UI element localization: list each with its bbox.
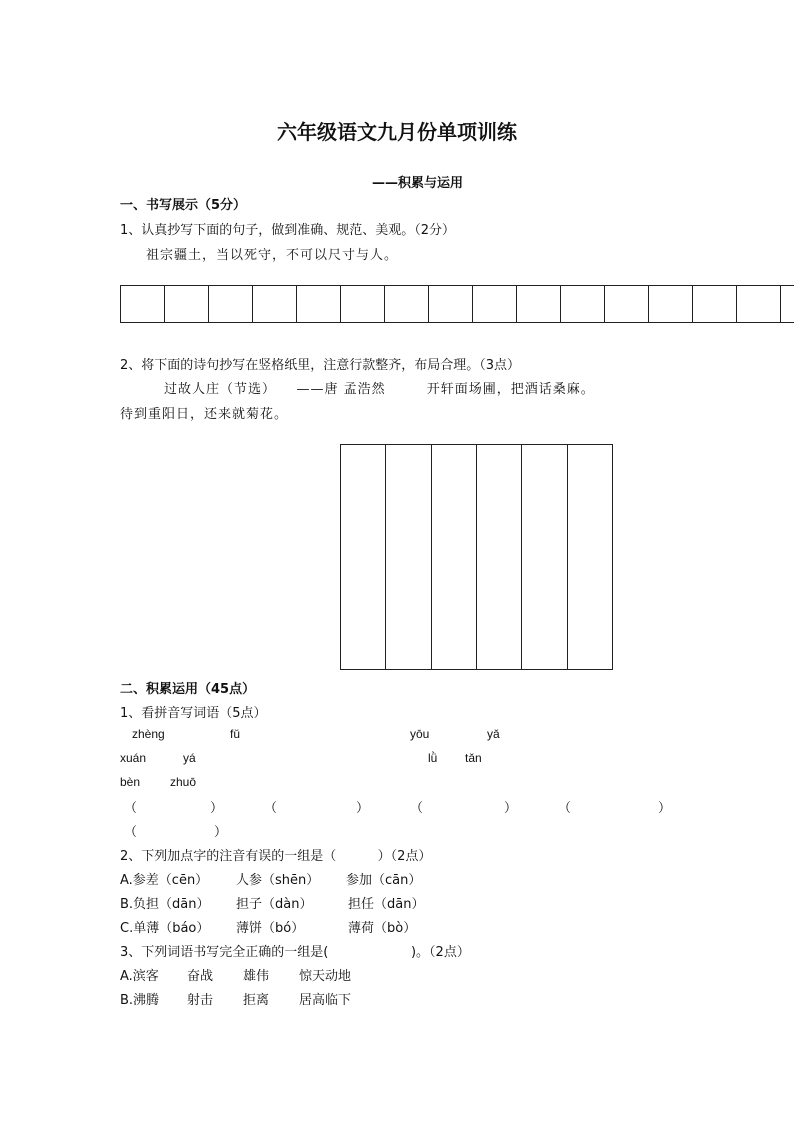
- answer-blank-open: （: [264, 801, 278, 816]
- grid-column[interactable]: [477, 445, 522, 669]
- option-b-2: 担子（dàn）: [236, 897, 313, 912]
- answer-blank-open: （: [558, 801, 572, 816]
- pinyin: yǎ: [487, 727, 500, 741]
- pinyin: yōu: [410, 727, 430, 741]
- option-a-3: 参加（cān）: [346, 873, 422, 888]
- pinyin: zhèng: [132, 727, 165, 741]
- grid-cell[interactable]: [165, 286, 209, 322]
- option-a-1: A.参差（cēn）: [120, 873, 209, 888]
- grid-column[interactable]: [568, 445, 612, 669]
- page-title: 六年级语文九月份单项训练: [277, 120, 517, 144]
- grid-cell[interactable]: [781, 286, 794, 322]
- section-1-heading: 一、书写展示（5分）: [120, 198, 247, 213]
- grid-cell[interactable]: [385, 286, 429, 322]
- option-a-2: 人参（shēn）: [236, 873, 320, 888]
- grid-cell[interactable]: [517, 286, 561, 322]
- option-b-word-1: B.沸腾: [120, 993, 160, 1008]
- option-c-2: 薄饼（bó）: [236, 921, 305, 936]
- copy-sentence: 祖宗疆土，当以死守，不可以尺寸与人。: [146, 248, 399, 263]
- grid-column[interactable]: [341, 445, 386, 669]
- grid-cell[interactable]: [605, 286, 649, 322]
- question-2-1: 1、看拼音写词语（5点）: [120, 706, 267, 721]
- grid-cell[interactable]: [561, 286, 605, 322]
- grid-cell[interactable]: [341, 286, 385, 322]
- answer-blank-open: （: [410, 801, 424, 816]
- pinyin: tǎn: [465, 751, 482, 765]
- pinyin: fǔ: [230, 727, 241, 741]
- option-a-word-2: 奋战: [187, 969, 214, 984]
- grid-column[interactable]: [386, 445, 431, 669]
- pinyin: bèn: [120, 775, 141, 789]
- option-b-1: B.负担（dān）: [120, 897, 210, 912]
- grid-cell[interactable]: [473, 286, 517, 322]
- pinyin: xuán: [120, 751, 147, 765]
- grid-cell[interactable]: [253, 286, 297, 322]
- option-b-word-4: 居高临下: [299, 993, 352, 1008]
- option-a-word-3: 雄伟: [243, 969, 270, 984]
- answer-blank-close: ）: [214, 825, 228, 840]
- writing-grid-vertical[interactable]: [340, 444, 613, 670]
- pinyin: zhuō: [170, 775, 197, 789]
- question-2-3: 3、下列词语书写完全正确的一组是( )。（2点）: [120, 945, 470, 960]
- poem-line-1: 过故人庄（节选） ——唐 孟浩然 开轩面场圃，把酒话桑麻。: [164, 382, 595, 397]
- grid-cell[interactable]: [297, 286, 341, 322]
- option-a-word-1: A.滨客: [120, 969, 159, 984]
- grid-cell[interactable]: [649, 286, 693, 322]
- question-1-1: 1、认真抄写下面的句子，做到准确、规范、美观。（2分）: [120, 223, 456, 238]
- option-c-3: 薄荷（bò）: [348, 921, 417, 936]
- option-a-word-4: 惊天动地: [299, 969, 352, 984]
- option-b-3: 担任（dān）: [348, 897, 425, 912]
- page-subtitle: ——积累与运用: [372, 176, 464, 191]
- pinyin: yá: [183, 751, 196, 765]
- answer-blank-close: ）: [658, 801, 672, 816]
- grid-cell[interactable]: [121, 286, 165, 322]
- question-2-2: 2、下列加点字的注音有误的一组是（ ）（2点）: [120, 849, 432, 864]
- answer-blank-open: （: [124, 825, 138, 840]
- answer-blank-close: ）: [210, 801, 224, 816]
- grid-cell[interactable]: [209, 286, 253, 322]
- option-b-word-3: 拒离: [243, 993, 270, 1008]
- grid-cell[interactable]: [429, 286, 473, 322]
- grid-cell[interactable]: [693, 286, 737, 322]
- grid-column[interactable]: [432, 445, 477, 669]
- option-b-word-2: 射击: [187, 993, 214, 1008]
- poem-line-2: 待到重阳日，还来就菊花。: [120, 407, 289, 422]
- grid-cell[interactable]: [737, 286, 781, 322]
- option-c-1: C.单薄（báo）: [120, 921, 210, 936]
- section-2-heading: 二、积累运用（45点）: [120, 682, 256, 697]
- pinyin: lǜ: [428, 751, 438, 765]
- grid-column[interactable]: [522, 445, 567, 669]
- answer-blank-close: ）: [356, 801, 370, 816]
- question-1-2: 2、将下面的诗句抄写在竖格纸里，注意行款整齐，布局合理。（3点）: [120, 358, 521, 373]
- writing-grid-horizontal[interactable]: [120, 285, 794, 323]
- answer-blank-close: ）: [504, 801, 518, 816]
- answer-blank-open: （: [124, 801, 138, 816]
